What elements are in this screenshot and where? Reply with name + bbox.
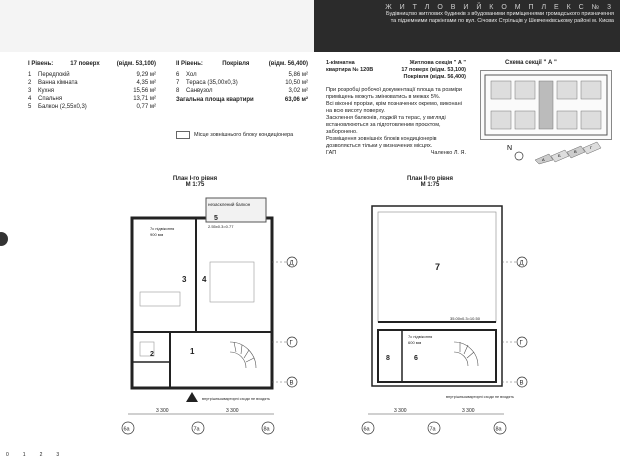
apt-floor1: 17 поверх (відм. 53,100) (401, 67, 466, 73)
section-label: В (574, 149, 577, 154)
table-row (28, 95, 156, 103)
level1-floor: 17 поверх (70, 61, 100, 67)
gap-label: ГАП (326, 150, 337, 156)
plan1-scale: М 1:75 (185, 182, 205, 188)
section-label: Г (590, 145, 593, 150)
note-line: При розробці робочої документації площа та розміри (326, 87, 462, 93)
dimension-label: 3 300 (394, 408, 407, 414)
room-label: 1 (190, 347, 195, 356)
info-notes (326, 87, 466, 150)
plan2-stairs (454, 342, 478, 366)
author-name: Чаленко Л. Я. (430, 150, 466, 156)
axis-label: 7а (193, 426, 200, 433)
section-label: А (542, 157, 545, 162)
section-label: Б (558, 153, 561, 158)
axis-label: В (519, 380, 524, 387)
row-area: 15,56 м² (133, 88, 156, 94)
plan2-outline (372, 206, 502, 386)
note-line: приміщень можуть змінюватись в межах 5%. (326, 94, 441, 100)
row-area: 3,02 м² (288, 88, 308, 94)
scheme-title: Схема секції " А " (505, 60, 557, 66)
ac-legend-swatch (176, 131, 190, 139)
row-num: 6 (176, 72, 180, 78)
row-num: 1 (28, 72, 32, 78)
axis-label: В (289, 380, 294, 387)
table-row (176, 71, 308, 79)
axis-label: Г (519, 340, 523, 347)
scale-tick: 0 (6, 452, 9, 458)
row-area: 9,29 м² (136, 72, 156, 78)
level1-label: І Рівень: (28, 61, 54, 67)
axis-label: Г (289, 340, 293, 347)
ac-note: 7с підвіконня (150, 226, 175, 231)
row-area: 10,50 м² (285, 80, 308, 86)
row-num: 7 (176, 80, 180, 86)
ac-legend-label: Місце зовнішнього блоку кондиціонера (194, 132, 294, 138)
dimension-label: 3 300 (462, 408, 475, 414)
plan2-scale: М 1:75 (420, 182, 440, 188)
plan1-note: внутрішньоквартирні сходи не входять (202, 397, 271, 401)
table-row (28, 87, 156, 95)
axis-label: 8а (263, 426, 270, 433)
plan1-stairs (230, 342, 256, 368)
level2-header (176, 60, 308, 68)
row-area: 5,86 м² (288, 72, 308, 78)
scale-bar (6, 452, 59, 458)
scale-tick: 1 (22, 452, 26, 458)
balcony-label: незасклений балкон (208, 202, 251, 207)
row-name: Кухня (38, 88, 55, 94)
room-label: 3 (182, 275, 187, 284)
dimension-label: 3 300 (226, 408, 239, 414)
balcony-size: 2.55х0.3=0.77 (208, 224, 234, 229)
scale-tick: 3 (56, 452, 60, 458)
table-row (176, 87, 308, 95)
table-row (28, 79, 156, 87)
project-title: Ж И Т Л О В И Й К О М П Л Е К С № 3 (385, 4, 614, 11)
plan1-title-text: План І-го рівня (172, 176, 218, 182)
note-line: Засклення балконів, лоджій та терас, у вигляді (326, 115, 446, 121)
axis-label: 6а (123, 426, 130, 433)
info-row (326, 67, 466, 74)
level1-table (28, 60, 156, 111)
section-scheme (480, 70, 612, 140)
axis-label: Д (289, 260, 294, 267)
room-label: 5 (214, 215, 218, 222)
apartment-info (326, 60, 466, 157)
room-label: 7 (435, 262, 441, 272)
note-line: Розміщення зовнішніх блоків кондиціонерів дозволяється тільки у визначених місцях. (326, 136, 437, 149)
row-num: 4 (28, 96, 32, 102)
row-name: Ванна кімната (38, 80, 78, 86)
level2-mark: (відм. 56,400) (268, 61, 308, 67)
plan1-title (160, 176, 230, 188)
table-row (28, 71, 156, 79)
plan2-title (395, 176, 465, 188)
row-area: 13,71 м² (133, 96, 156, 102)
dimension-label: 3 300 (156, 408, 169, 414)
row-num: 8 (176, 88, 180, 94)
row-num: 2 (28, 80, 32, 86)
apt-type: 1-кімнатна (326, 60, 355, 66)
row-name: Хол (186, 72, 197, 78)
row-num: 3 (28, 88, 32, 94)
axis-label: Д (519, 260, 524, 267)
total-row (176, 96, 308, 104)
room-label: 6 (414, 355, 418, 362)
room-label: 8 (386, 355, 390, 362)
level2-floor: Покрівля (222, 61, 250, 67)
plan2-rooms (378, 330, 496, 382)
row-name: Спальня (38, 96, 63, 102)
room-label: 2 (150, 351, 154, 358)
project-header (314, 0, 620, 52)
info-signature (326, 150, 466, 157)
apt-floor2: Покрівля (відм. 56,400) (403, 74, 466, 80)
table-row (28, 103, 156, 111)
entry-arrow-icon (186, 392, 198, 402)
ac-height: 600 мм (408, 340, 422, 345)
plan2-drawing (350, 192, 540, 442)
axis-label: 8а (495, 426, 502, 433)
plan2-title-text: План ІІ-го рівня (407, 176, 453, 182)
room-label: 4 (202, 275, 207, 284)
level2-table (176, 60, 308, 104)
bed-shape (210, 262, 254, 302)
ac-note: 7с підвіконня (408, 334, 433, 339)
page-marker-icon (0, 232, 8, 246)
compass-icon (515, 152, 523, 160)
plan1-drawing (110, 192, 300, 442)
apt-number: квартира № 120В (326, 67, 374, 73)
sofa-shape (140, 292, 180, 306)
apt-section: Житлова секція " А " (409, 60, 466, 66)
north-label: N (507, 145, 513, 152)
row-num: 5 (28, 104, 32, 110)
plan2-note: внутрішньоквартирні сходи не входять (446, 395, 515, 399)
row-name: Передпокій (38, 72, 70, 78)
row-area: 0,77 м² (136, 104, 156, 110)
total-value: 63,06 м² (284, 97, 308, 103)
ac-legend (176, 131, 293, 139)
note-line: на всю висоту поверху. (326, 108, 385, 114)
row-area: 4,35 м² (136, 80, 156, 86)
scheme-drawing (481, 71, 611, 139)
table-row (176, 79, 308, 87)
project-line-2: та підземними паркінгами по вул. Січових Стрільців у Шевченківському районі м. Києва (390, 18, 614, 24)
total-label: Загальна площа квартири (176, 97, 254, 103)
info-row (326, 60, 466, 67)
note-line: Всі віконні прорізи, крім позначених окремо, виконані (326, 101, 462, 107)
header-strip (0, 0, 314, 52)
axis-label: 6а (363, 426, 370, 433)
note-line: встановлюються за підготовленим проєктом, заборонено. (326, 122, 441, 135)
row-name: Санвузол (186, 88, 213, 94)
scale-tick: 2 (39, 452, 43, 458)
row-name: Тераса (35,00х0,3) (186, 80, 238, 86)
terrace-size: 35.00х0.3=10.50 (450, 316, 480, 321)
project-line-1: Будівництво житлових будинків з вбудованими приміщеннями громадського призначення (385, 11, 614, 17)
row-name: Балкон (2,55х0,3) (38, 104, 87, 110)
level1-header (28, 60, 156, 68)
level1-mark: (відм. 53,100) (116, 61, 156, 67)
axis-label: 7а (429, 426, 436, 433)
ac-height: 900 мм (150, 232, 164, 237)
level2-label: ІІ Рівень: (176, 61, 203, 67)
north-arrow-sections (505, 140, 615, 166)
